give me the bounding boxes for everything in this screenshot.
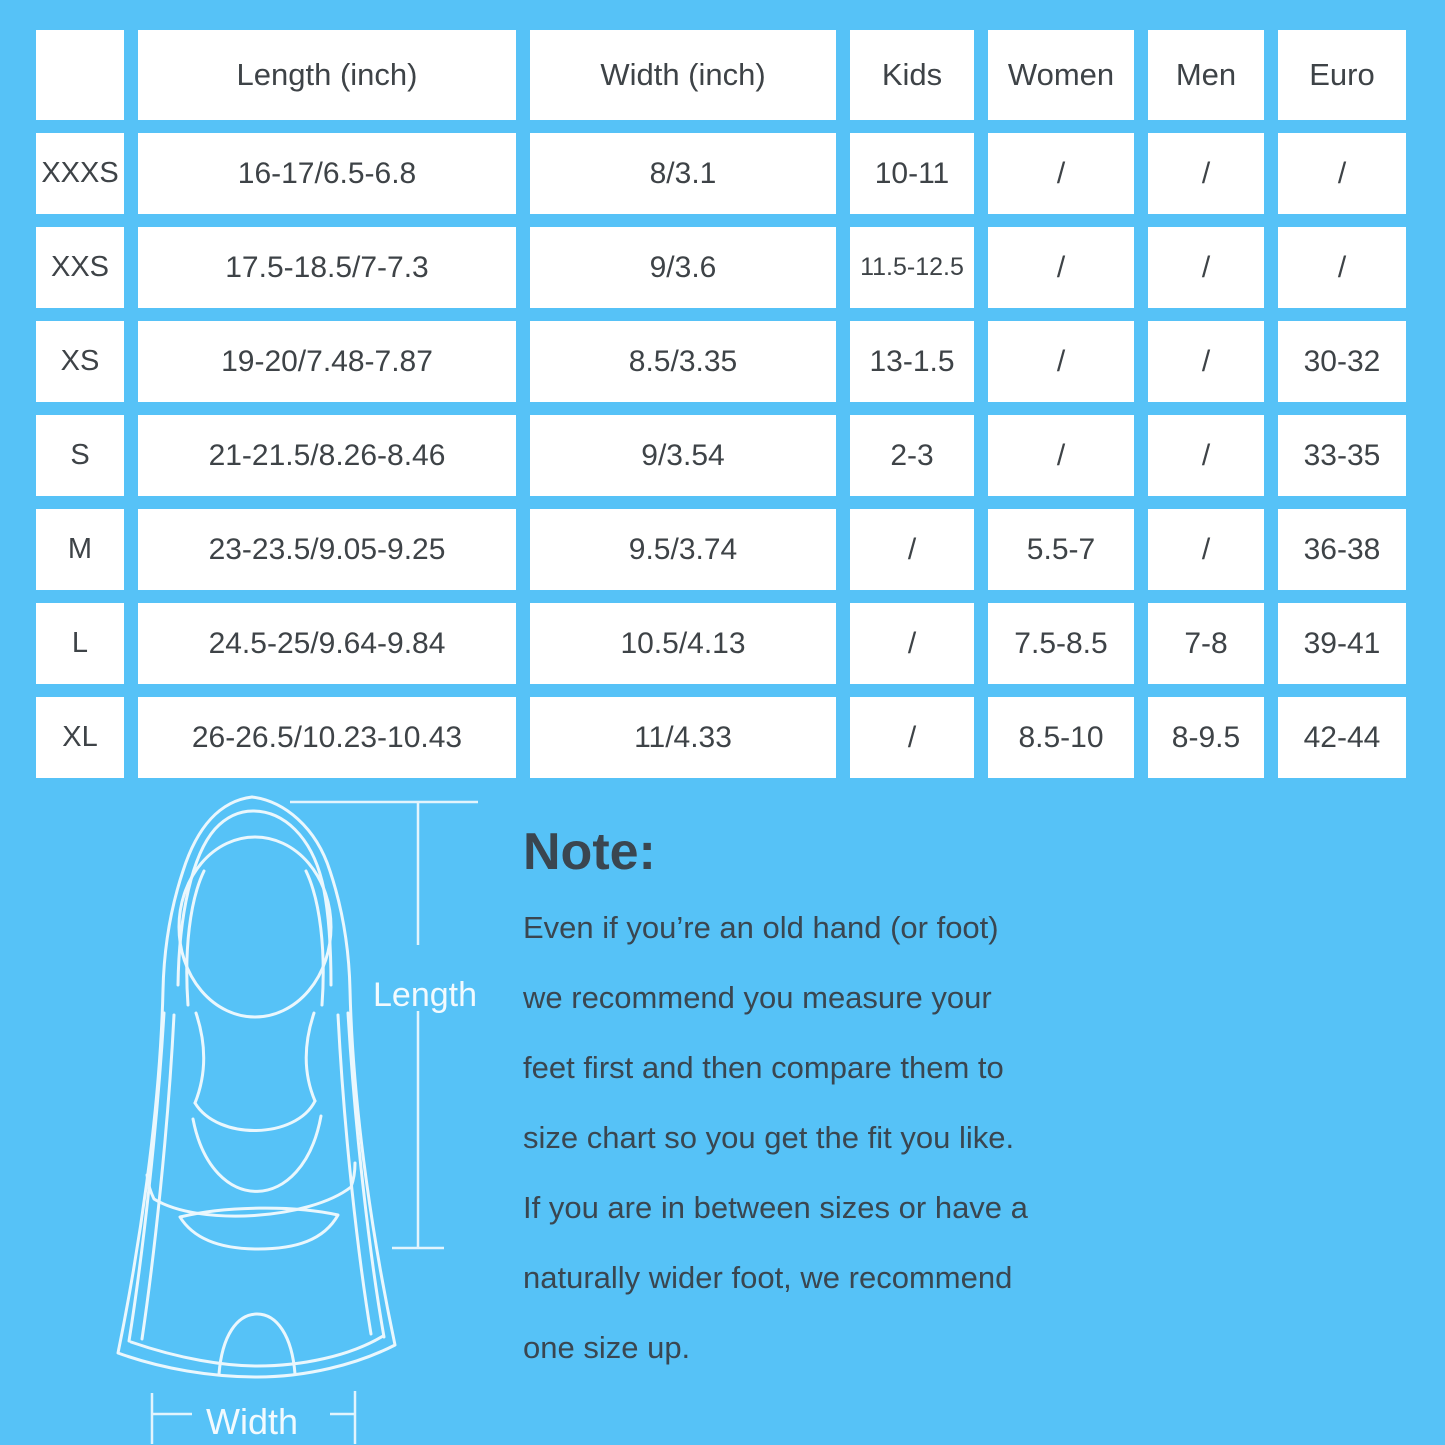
column-header-cell: Width (inch) (530, 30, 836, 120)
size-value-cell: 7-8 (1148, 603, 1264, 684)
pocket-waist-left (195, 1013, 204, 1103)
size-value-cell: 8.5-10 (988, 697, 1134, 778)
column-header-cell: Men (1148, 30, 1264, 120)
size-value-cell: 9.5/3.74 (530, 509, 836, 590)
fin-inner-bottom-line (131, 1336, 383, 1366)
size-value-cell: / (850, 509, 974, 590)
size-value-cell: 13-1.5 (850, 321, 974, 402)
note-title: Note: (523, 823, 656, 881)
size-table (36, 30, 1406, 778)
size-value-cell: 8.5/3.35 (530, 321, 836, 402)
size-label-cell: S (36, 415, 124, 496)
size-value-cell: 21-21.5/8.26-8.46 (138, 415, 516, 496)
width-dimension-label: Width (205, 1401, 299, 1442)
note-body (523, 893, 1028, 1383)
note-section (523, 824, 1028, 1383)
size-value-cell: / (1148, 227, 1264, 308)
size-value-cell: 17.5-18.5/7-7.3 (138, 227, 516, 308)
size-value-cell: 33-35 (1278, 415, 1406, 496)
fin-diagram (100, 785, 485, 1445)
size-value-cell: / (850, 697, 974, 778)
note-line: size chart so you get the fit you like. (523, 1120, 1015, 1156)
size-value-cell: 11/4.33 (530, 697, 836, 778)
note-line: we recommend you measure your (523, 980, 992, 1016)
size-value-cell: 9/3.6 (530, 227, 836, 308)
note-line: Even if you’re an old hand (or foot) (523, 910, 999, 946)
size-value-cell: / (988, 227, 1134, 308)
column-header-cell: Length (inch) (138, 30, 516, 120)
size-value-cell: 36-38 (1278, 509, 1406, 590)
column-header-cell: Euro (1278, 30, 1406, 120)
pocket-arc-upper (195, 1101, 315, 1131)
size-value-cell: / (1148, 321, 1264, 402)
size-value-cell: 39-41 (1278, 603, 1406, 684)
size-value-cell: 24.5-25/9.64-9.84 (138, 603, 516, 684)
note-line: If you are in between sizes or have a (523, 1190, 1028, 1226)
note-line: one size up. (523, 1330, 691, 1366)
size-value-cell: 42-44 (1278, 697, 1406, 778)
size-value-cell: / (1278, 227, 1406, 308)
size-value-cell: 19-20/7.48-7.87 (138, 321, 516, 402)
size-value-cell: / (1148, 509, 1264, 590)
size-value-cell: 26-26.5/10.23-10.43 (138, 697, 516, 778)
size-value-cell: 7.5-8.5 (988, 603, 1134, 684)
size-label-cell: XL (36, 697, 124, 778)
size-label-cell: XXXS (36, 133, 124, 214)
size-value-cell: / (988, 415, 1134, 496)
size-value-cell: / (1148, 133, 1264, 214)
size-value-cell: 10-11 (850, 133, 974, 214)
size-value-cell: 2-3 (850, 415, 974, 496)
size-value-cell: 8-9.5 (1148, 697, 1264, 778)
fin-outline-drawing (118, 797, 395, 1377)
corner-cell (36, 30, 124, 120)
size-label-cell: L (36, 603, 124, 684)
size-value-cell: / (988, 133, 1134, 214)
size-value-cell: 30-32 (1278, 321, 1406, 402)
size-value-cell: 11.5-12.5 (850, 227, 974, 308)
column-header-cell: Kids (850, 30, 974, 120)
length-dimension-label: Length (373, 976, 477, 1014)
pocket-waist-right (306, 1013, 315, 1101)
size-label-cell: M (36, 509, 124, 590)
size-value-cell: 9/3.54 (530, 415, 836, 496)
column-header-cell: Women (988, 30, 1134, 120)
size-value-cell: 10.5/4.13 (530, 603, 836, 684)
note-line: naturally wider foot, we recommend (523, 1260, 1013, 1296)
size-label-cell: XS (36, 321, 124, 402)
size-value-cell: 8/3.1 (530, 133, 836, 214)
size-value-cell: 16-17/6.5-6.8 (138, 133, 516, 214)
foot-opening-ring (179, 837, 331, 1017)
pocket-arc-lower (193, 1116, 321, 1191)
size-value-cell: / (850, 603, 974, 684)
size-value-cell: 5.5-7 (988, 509, 1134, 590)
size-value-cell: / (988, 321, 1134, 402)
size-value-cell: 23-23.5/9.05-9.25 (138, 509, 516, 590)
note-line: feet first and then compare them to (523, 1050, 1004, 1086)
size-value-cell: / (1148, 415, 1264, 496)
size-value-cell: / (1278, 133, 1406, 214)
size-label-cell: XXS (36, 227, 124, 308)
